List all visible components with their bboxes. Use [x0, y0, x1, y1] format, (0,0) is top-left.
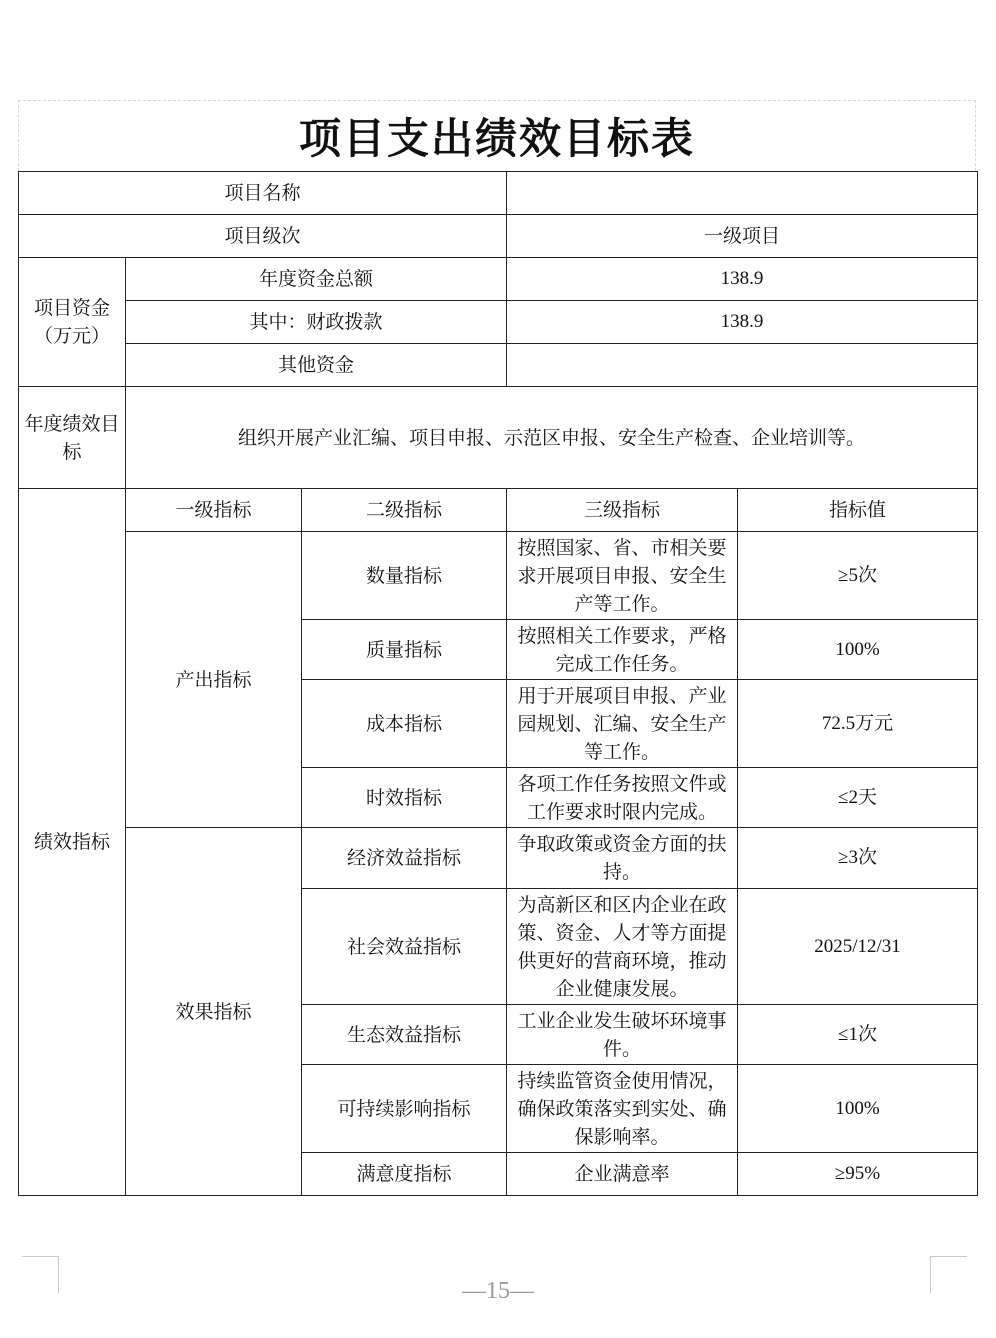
level3-cell: 按照国家、省、市相关要求开展项目申报、安全生产等工作。 [507, 532, 738, 620]
level2-cell: 时效指标 [302, 768, 507, 828]
header-level3: 三级指标 [507, 489, 738, 532]
level2-cell: 成本指标 [302, 680, 507, 768]
value-cell: ≤2天 [738, 768, 978, 828]
value-cell: ≥95% [738, 1153, 978, 1196]
level2-cell: 社会效益指标 [302, 889, 507, 1005]
value-cell: ≤1次 [738, 1005, 978, 1065]
table-row [19, 532, 978, 620]
level3-cell: 按照相关工作要求，严格完成工作任务。 [507, 620, 738, 680]
header-level2: 二级指标 [302, 489, 507, 532]
level3-cell: 各项工作任务按照文件或工作要求时限内完成。 [507, 768, 738, 828]
table-row [19, 215, 978, 258]
level2-cell: 经济效益指标 [302, 828, 507, 889]
fiscal-value: 138.9 [507, 301, 978, 344]
table-row [19, 258, 978, 301]
level2-cell: 数量指标 [302, 532, 507, 620]
funds-label: 项目资金（万元） [19, 258, 126, 387]
level3-cell: 工业企业发生破坏环境事件。 [507, 1005, 738, 1065]
page-number: —15— [462, 1278, 534, 1304]
level2-cell: 质量指标 [302, 620, 507, 680]
value-cell: 2025/12/31 [738, 889, 978, 1005]
table-row [19, 387, 978, 489]
other-funds-value [507, 344, 978, 387]
table-row [19, 828, 978, 889]
annual-goal-label: 年度绩效目标 [19, 387, 126, 489]
value-cell: ≥5次 [738, 532, 978, 620]
other-funds-label: 其他资金 [126, 344, 507, 387]
level3-cell: 为高新区和区内企业在政策、资金、人才等方面提供更好的营商环境，推动企业健康发展。 [507, 889, 738, 1005]
project-name-label: 项目名称 [19, 172, 507, 215]
annual-total-label: 年度资金总额 [126, 258, 507, 301]
annual-total-value: 138.9 [507, 258, 978, 301]
project-name-value [507, 172, 978, 215]
table-row [19, 344, 978, 387]
header-level1: 一级指标 [126, 489, 302, 532]
output-indicator-label: 产出指标 [126, 532, 302, 828]
effect-indicator-label: 效果指标 [126, 828, 302, 1196]
table-row [19, 172, 978, 215]
title-box [18, 100, 976, 171]
page-title: 项目支出绩效目标表 [298, 114, 695, 163]
annual-goal-value: 组织开展产业汇编、项目申报、示范区申报、安全生产检查、企业培训等。 [126, 387, 978, 489]
value-cell: 72.5万元 [738, 680, 978, 768]
level3-cell: 争取政策或资金方面的扶持。 [507, 828, 738, 889]
value-cell: 100% [738, 620, 978, 680]
project-level-value: 一级项目 [507, 215, 978, 258]
level3-cell: 企业满意率 [507, 1153, 738, 1196]
level3-cell: 用于开展项目申报、产业园规划、汇编、安全生产等工作。 [507, 680, 738, 768]
header-value: 指标值 [738, 489, 978, 532]
table-row [19, 301, 978, 344]
level2-cell: 满意度指标 [302, 1153, 507, 1196]
value-cell: 100% [738, 1065, 978, 1153]
indicators-section-label: 绩效指标 [19, 489, 126, 1196]
level2-cell: 生态效益指标 [302, 1005, 507, 1065]
table-row [19, 489, 978, 532]
project-level-label: 项目级次 [19, 215, 507, 258]
level3-cell: 持续监管资金使用情况，确保政策落实到实处、确保影响率。 [507, 1065, 738, 1153]
fiscal-label: 其中：财政拨款 [126, 301, 507, 344]
performance-table [18, 171, 978, 1196]
level2-cell: 可持续影响指标 [302, 1065, 507, 1153]
value-cell: ≥3次 [738, 828, 978, 889]
